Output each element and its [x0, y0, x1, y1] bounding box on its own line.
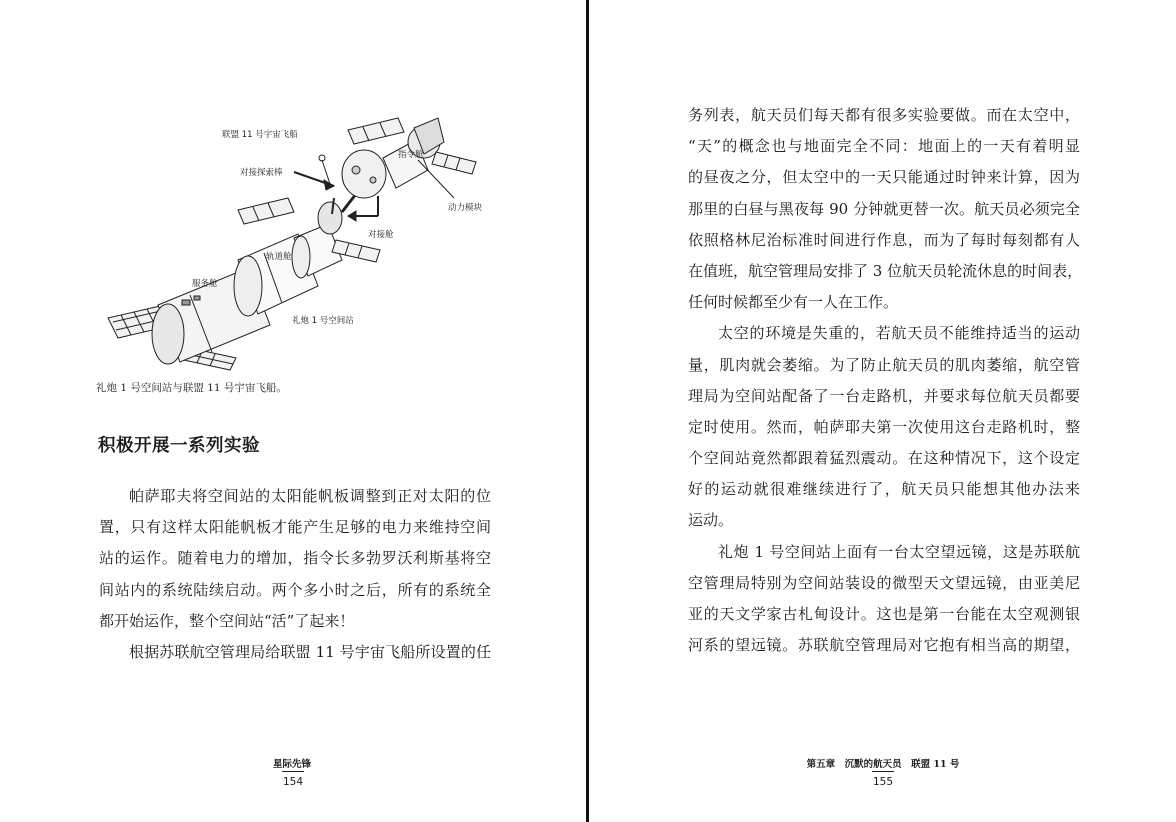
station-label: 礼炮 1 号空间站 — [292, 316, 354, 326]
body-line: 的昼夜之分，但太空中的一天只能通过时钟来计算，因为 — [688, 168, 1080, 187]
left-running-footer: 星际先锋 — [272, 759, 311, 770]
left-page-number: 154 — [282, 776, 304, 788]
salyut-soyuz-drawing — [98, 100, 498, 378]
body-line: 都开始运作，整个空间站“活”了起来！ — [99, 611, 355, 630]
body-line: 个空间站竟然都跟着猛烈震动。在这种情况下，这个设定 — [688, 449, 1080, 468]
orbital-module-label: 轨道舱 — [266, 252, 292, 262]
body-line: 好的运动就很难继续进行了，航天员只能想其他办法来 — [688, 480, 1080, 499]
book-gutter — [586, 0, 589, 822]
right-footer-rule — [872, 771, 894, 772]
soyuz-label: 联盟 11 号宇宙飞船 — [222, 130, 298, 140]
docking-module-label: 对接舱 — [368, 230, 394, 240]
body-line: 帕萨耶夫将空间站的太阳能帆板调整到正对太阳的位 — [129, 487, 491, 505]
body-line: 站的运作。随着电力的增加，指令长多勃罗沃利斯基将空 — [99, 549, 491, 568]
body-line: 依照格林尼治标准时间进行作息，而为了每时每刻都有人 — [688, 230, 1080, 249]
station-illustration — [98, 100, 498, 378]
body-line: 运动。 — [688, 511, 734, 530]
body-line: 置，只有这样太阳能帆板才能产生足够的电力来维持空间 — [99, 518, 491, 537]
body-line: 礼炮 1 号空间站上面有一台太空望远镜，这是苏联航 — [718, 542, 1080, 561]
body-line: 定时使用。然而，帕萨耶夫第一次使用这台走路机时，整 — [688, 417, 1080, 436]
left-body-text — [99, 481, 491, 668]
body-line: 务列表，航天员们每天都有很多实验要做。而在太空中， — [688, 106, 1080, 124]
body-line: 理局为空间站配备了一台走路机，并要求每位航天员都要 — [688, 386, 1080, 405]
right-running-footer: 第五章 沉默的航天员 联盟 11 号 — [806, 759, 960, 770]
body-line: “天”的概念也与地面完全不同：地面上的一天有着明显 — [688, 137, 1080, 156]
right-body-text — [688, 100, 1083, 661]
body-line: 根据苏联航空管理局给联盟 11 号宇宙飞船所设置的任 — [129, 642, 491, 661]
body-line: 间站内的系统陆续启动。两个多小时之后，所有的系统全 — [99, 580, 491, 599]
figure-caption: 礼炮 1 号空间站与联盟 11 号宇宙飞船。 — [96, 382, 287, 394]
left-footer-rule — [282, 771, 304, 772]
command-module-label: 指令舱 — [398, 150, 424, 160]
probe-label: 对接探索棒 — [240, 168, 283, 178]
body-line: 河系的望远镜。苏联航空管理局对它抱有相当高的期望， — [688, 636, 1080, 655]
body-line: 空管理局特别为空间站装设的微型天文望远镜，由亚美尼 — [688, 573, 1080, 592]
body-line: 任何时候都至少有一人在工作。 — [688, 293, 899, 312]
right-page-number: 155 — [872, 776, 894, 788]
body-line: 量，肌肉就会萎缩。为了防止航天员的肌肉萎缩，航空管 — [688, 355, 1080, 374]
section-heading: 积极开展一系列实验 — [98, 436, 260, 456]
body-line: 在值班，航空管理局安排了 3 位航天员轮流休息的时间表， — [688, 261, 1083, 280]
body-line: 太空的环境是失重的，若航天员不能维持适当的运动 — [718, 324, 1080, 343]
service-module-label: 服务舱 — [192, 279, 218, 289]
body-line: 亚的天文学家古札甸设计。这也是第一台能在太空观测银 — [688, 605, 1080, 623]
left-page — [0, 0, 587, 822]
body-line: 那里的白昼与黑夜每 90 分钟就更替一次。航天员必须完全 — [688, 199, 1080, 218]
propulsion-module-label: 动力模块 — [448, 203, 483, 213]
